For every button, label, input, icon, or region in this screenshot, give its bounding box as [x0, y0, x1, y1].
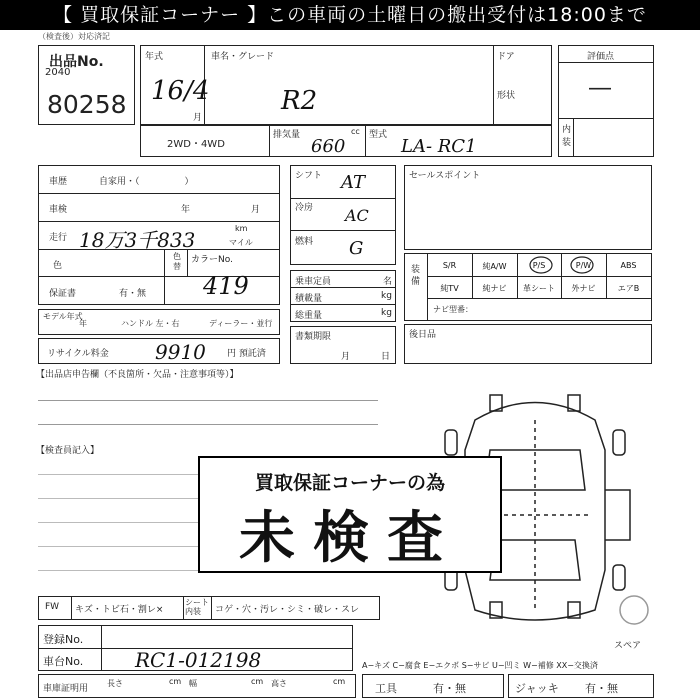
lot-box	[38, 45, 135, 125]
gross-label: 総重量	[295, 311, 323, 321]
seat-interior-label: シート内装	[185, 598, 209, 616]
shift-label: シフト	[295, 171, 323, 181]
inspection-label: 車検	[49, 205, 68, 215]
chassis-label: 車台No.	[43, 655, 84, 668]
recycle-unit: 円 預託済	[227, 349, 266, 359]
docs-deadline-label: 書類期限	[295, 332, 332, 342]
interior-label: 内装	[562, 125, 572, 148]
shape-label: 形状	[497, 91, 516, 101]
model-year-label: モデル年式	[43, 312, 83, 321]
mileage-value: 18万3千833	[79, 228, 196, 252]
lot-label: 出品No.	[49, 54, 104, 70]
model-year-year: 年	[79, 319, 87, 328]
top-banner: 【 買取保証コーナー 】この車両の土曜日の搬出受付は18:00まで	[0, 0, 700, 30]
equip-genuine-aw: 純A/W	[482, 262, 507, 271]
displacement-label: 排気量	[273, 130, 301, 140]
year-label: 年式	[145, 52, 164, 62]
garage-label: 車庫証明用	[43, 684, 89, 694]
mileage-label: 走行	[49, 233, 68, 243]
lot-number: 80258	[47, 90, 127, 119]
history-box	[38, 165, 280, 305]
chassis-value: RC1-012198	[135, 648, 262, 672]
fw-damage-types: キズ・トビ石・割レ×	[75, 605, 164, 615]
jack-label: ジャッキ	[515, 682, 559, 695]
shift-box	[290, 165, 396, 265]
equip-aftermarket-nav: 外ナビ	[571, 284, 596, 293]
ac-value: AC	[345, 206, 369, 225]
garage-cm-2: cm	[251, 677, 264, 686]
history-label: 車歴	[49, 177, 68, 187]
inspector-note-label: 【検査員記入】	[36, 446, 100, 456]
capacity-unit: 名	[383, 277, 393, 287]
color-code-label: カラーNo.	[191, 255, 233, 265]
equip-genuine-tv: 純TV	[440, 284, 459, 293]
registration-label: 登録No.	[43, 633, 84, 646]
sales-point-box	[404, 165, 652, 250]
year-month-unit: 月	[193, 113, 203, 123]
not-inspected-stamp	[198, 456, 502, 573]
garage-cm-1: cm	[169, 677, 182, 686]
evaluation-value: ―	[589, 76, 611, 101]
registration-box	[38, 625, 353, 671]
garage-width: 幅	[189, 679, 197, 688]
equip-genuine-nav: 純ナビ	[482, 284, 507, 293]
dealer-type: ディーラー・並行	[209, 319, 273, 328]
postfix-box	[404, 324, 652, 364]
lot-small-code: 2040	[45, 67, 71, 78]
mileage-unit-km: km	[235, 224, 248, 233]
color-label: 色	[53, 261, 63, 271]
tools-box	[362, 674, 504, 698]
color-change-label: 色替	[173, 252, 181, 271]
garage-cm-3: cm	[333, 677, 346, 686]
capacity-label: 乗車定員	[295, 277, 332, 287]
mileage-unit-mile: マイル	[229, 238, 253, 247]
car-name-value: R2	[281, 86, 318, 116]
equipment-box	[404, 253, 652, 321]
docs-deadline-box	[290, 326, 396, 364]
jack-box	[508, 674, 654, 698]
equip-leather-seat: 革シート	[523, 284, 555, 293]
stamp-line1: 買取保証コーナーの為	[254, 472, 445, 494]
inspection-year: 年	[181, 205, 191, 215]
inspection-month: 月	[251, 205, 261, 215]
interior-damage-types: コゲ・穴・汚レ・シミ・破レ・スレ	[215, 605, 360, 615]
jack-value: 有・無	[585, 682, 618, 695]
load-label: 積載量	[295, 294, 323, 304]
fuel-value: G	[349, 238, 364, 259]
equip-airbag: エアB	[617, 284, 640, 293]
recycle-row	[38, 338, 280, 364]
equipment-label: 装備	[411, 265, 421, 287]
tools-label: 工具	[375, 682, 397, 695]
color-code-value: 419	[203, 272, 249, 300]
garage-box	[38, 674, 356, 698]
displacement-value: 660	[311, 136, 346, 157]
fw-row	[38, 596, 380, 620]
garage-length: 長さ	[107, 679, 123, 688]
garage-height: 高さ	[271, 679, 287, 688]
car-name-label: 車名・グレード	[211, 52, 275, 62]
evaluation-box	[558, 45, 654, 157]
displacement-unit: cc	[351, 127, 360, 136]
nav-type-label: ナビ型番：	[433, 305, 473, 314]
drive-type: 2WD・4WD	[167, 139, 225, 150]
fuel-label: 燃料	[295, 237, 314, 247]
model-value: LA- RC1	[401, 136, 477, 157]
header-cut-text: （検査後）対応済記	[38, 32, 110, 41]
fw-label: FW	[45, 602, 60, 612]
gross-unit: kg	[381, 308, 392, 318]
warranty-value: 有・無	[119, 289, 147, 299]
postfix-label: 後日品	[409, 330, 437, 340]
sales-point-label: セールスポイント	[409, 171, 481, 181]
stamp-line2: 未検査	[239, 506, 461, 571]
recycle-label: リサイクル料金	[47, 349, 109, 359]
shift-value: AT	[341, 172, 366, 193]
recycle-value: 9910	[155, 340, 206, 364]
tools-value: 有・無	[433, 682, 466, 695]
handle-side: ハンドル 左・右	[121, 319, 180, 328]
equip-sr: S/R	[442, 261, 457, 270]
equip-ps: P/S	[532, 261, 546, 270]
equip-circle-marks	[517, 254, 607, 276]
evaluation-label: 評価点	[587, 52, 615, 62]
capacity-box	[290, 270, 396, 322]
load-unit: kg	[381, 291, 392, 301]
model-label: 型式	[369, 130, 388, 140]
equip-pw: P/W	[575, 261, 592, 270]
drive-row	[140, 125, 552, 157]
door-label: ドア	[497, 52, 515, 62]
seller-note-label: 【出品店申告欄（不良箇所・欠品・注意事項等）】	[36, 370, 239, 380]
docs-deadline-month: 月	[341, 352, 351, 362]
equip-abs: ABS	[620, 261, 637, 270]
warranty-label: 保証書	[49, 289, 77, 299]
ac-label: 冷房	[295, 203, 314, 213]
year-value: 16/4	[151, 76, 210, 106]
vehicle-info-box	[140, 45, 552, 125]
docs-deadline-day: 日	[381, 352, 391, 362]
history-value: 自家用・（ ）	[99, 177, 194, 187]
damage-legend: A−キズ C−腐食 E−エクボ S−サビ U−凹ミ W−補修 XX−交換済	[362, 661, 598, 670]
spare-label: スペア	[614, 641, 642, 651]
model-year-row	[38, 309, 280, 335]
